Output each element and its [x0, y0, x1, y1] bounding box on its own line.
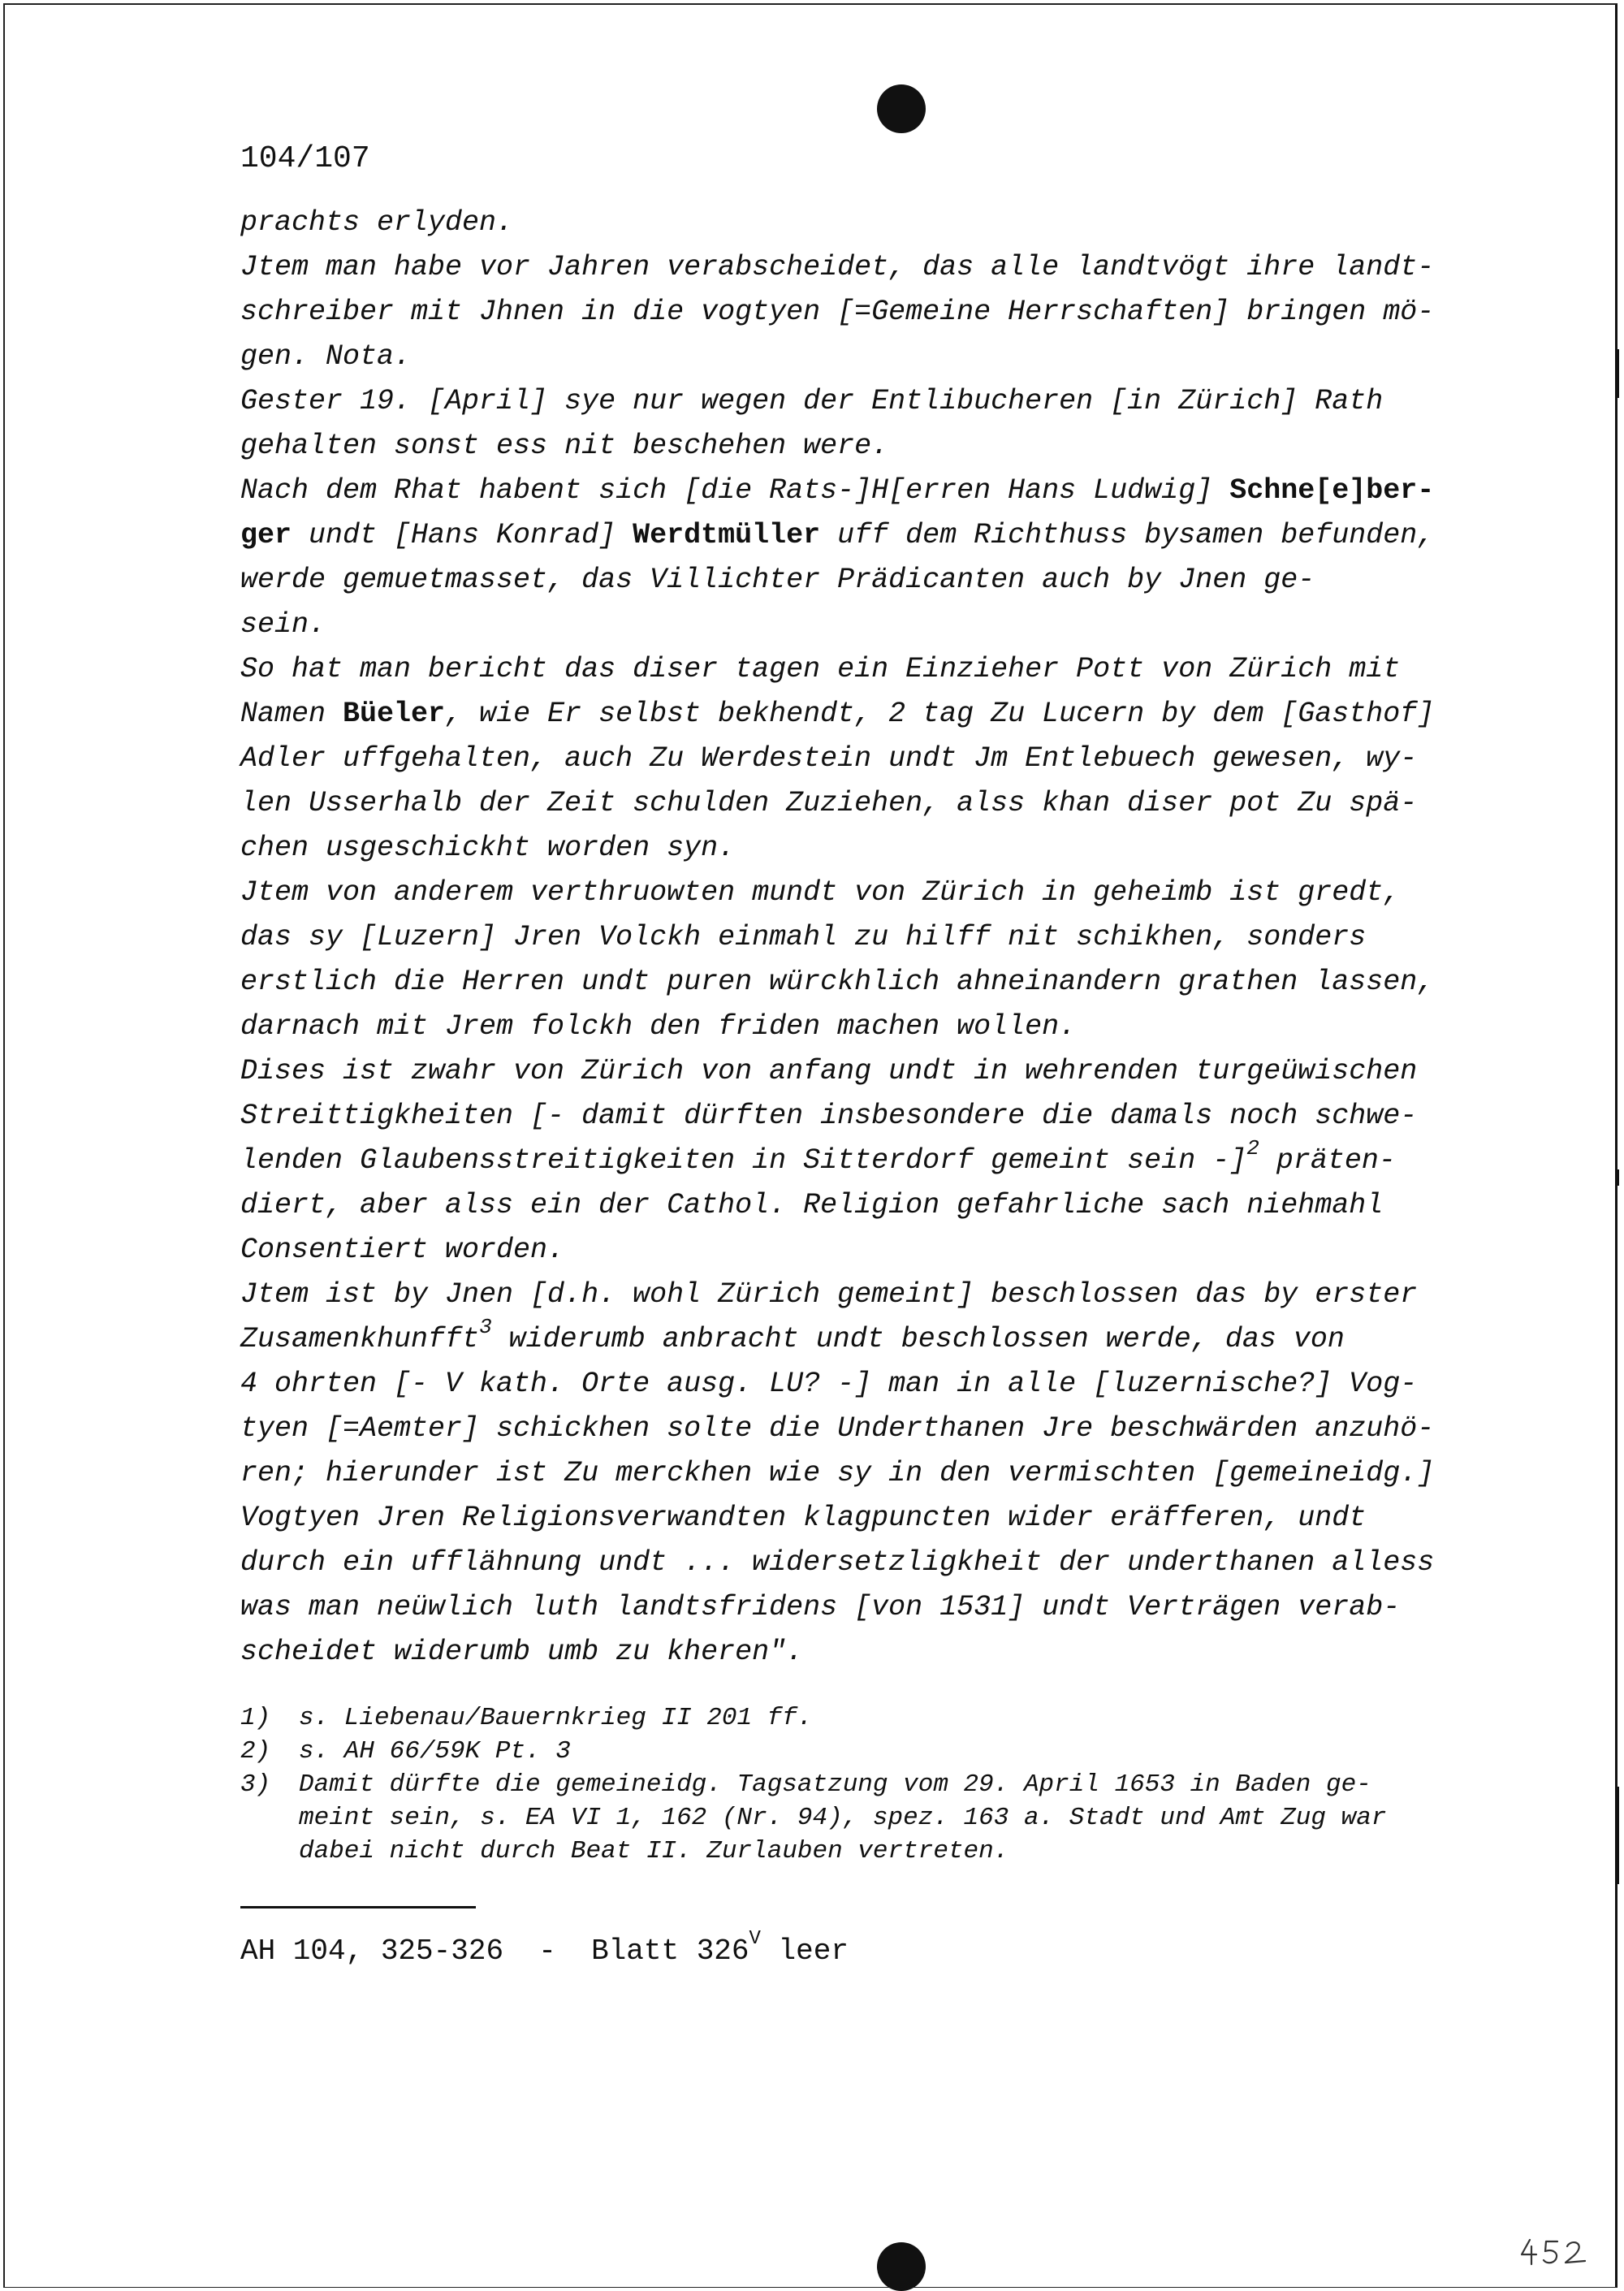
name-schneeberger-end: ger [240, 519, 292, 551]
punch-hole-top [877, 84, 926, 133]
handwritten-page-number [1518, 2235, 1593, 2272]
footnote-number: 1) [240, 1704, 271, 1732]
footnote-ref-2: 2 [1246, 1136, 1259, 1161]
text-line: prachts erlyden. [240, 206, 514, 239]
text-line: 4 ohrten [- V kath. Orte ausg. LU? -] man in alle [luzernische?] Vog- [240, 1368, 1418, 1400]
text-line: scheidet widerumb umb zu kheren". [240, 1636, 804, 1668]
text-line: gehalten sonst ess nit beschehen were. [240, 430, 889, 462]
footnote-number: 3) [240, 1770, 271, 1799]
footnote-3-cont [240, 1801, 1386, 1835]
edge-mark [1616, 1787, 1619, 1884]
footnote-2 [240, 1735, 1386, 1768]
text-line: Jtem ist by Jnen [d.h. wohl Zürich gemeint] beschlossen das by erster [240, 1278, 1418, 1311]
name-schneeberger: Schne[e]ber- [1229, 474, 1435, 507]
text-line: gen. Nota. [240, 340, 412, 373]
source-reference: AH 104, 325-326 - Blatt $326^V$ leer [240, 1928, 849, 1968]
text-line: sein. [240, 608, 326, 641]
text-line: So hat man bericht das diser tagen ein Einzieher Pott von Zürich mit [240, 653, 1401, 685]
footnote-3-cont [240, 1835, 1386, 1868]
text-line: Jtem man habe vor Jahren verabscheidet, das alle landtvögt ihre landt- [240, 251, 1435, 283]
footnote-text: s. AH 66/59K Pt. 3 [299, 1737, 571, 1766]
footnote-1 [240, 1701, 1386, 1735]
text-line: schreiber mit Jhnen in die vogtyen [=Gemeine Herrschaften] bringen mö- [240, 296, 1435, 328]
footnote-text: s. Liebenau/Bauernkrieg II 201 ff. [299, 1704, 813, 1732]
punch-hole-bottom [877, 2242, 926, 2291]
text-line: Consentiert worden. [240, 1234, 565, 1266]
text-line: diert, aber alss ein der Cathol. Religion gefahrliche sach niehmahl [240, 1189, 1384, 1221]
footnote-ref-3: 3 [479, 1315, 492, 1340]
footnotes [240, 1701, 1386, 1868]
name-bueeler: Büeler [343, 698, 446, 730]
text-line: Jtem von anderem verthruowten mundt von Zürich in geheimb ist gredt, [240, 876, 1401, 909]
text-line: Zusamenkhunfft$^3$ widerumb anbracht undt beschlossen werde, das von [240, 1315, 1345, 1355]
text-line: darnach mit Jrem folckh den friden machen wollen. [240, 1010, 1077, 1043]
text-line: ger undt [Hans Konrad] Werdtmüller uff dem Richthuss bysamen befunden, [240, 519, 1435, 551]
text-line: Streittigkheiten [- damit dürften insbesondere die damals noch schwe- [240, 1100, 1418, 1132]
footnote-text: meint sein, s. EA VI 1, 162 (Nr. 94), spez. 163 a. Stadt und Amt Zug war [299, 1804, 1387, 1832]
text-line: tyen [=Aemter] schickhen solte die Underthanen Jre beschwärden anzuhö- [240, 1412, 1435, 1445]
page-reference: 104/107 [240, 141, 370, 176]
text-line: Nach dem Rhat habent sich [die Rats-]H[erren Hans Ludwig] Schne[e]ber- [240, 474, 1435, 507]
handwritten-page-number-drawing [1518, 2235, 1593, 2267]
text-line: Dises ist zwahr von Zürich von anfang undt in wehrenden turgeüwischen [240, 1055, 1418, 1087]
name-werdtmueller: Werdtmüller [633, 519, 821, 551]
body-text [240, 201, 1523, 1675]
text-line: das sy [Luzern] Jren Volckh einmahl zu hilff nit schikhen, sonders [240, 921, 1367, 953]
footnote-text: Damit dürfte die gemeineidg. Tagsatzung vom 29. April 1653 in Baden ge- [299, 1770, 1371, 1799]
edge-mark [1616, 349, 1619, 398]
text-line: Gester 19. [April] sye nur wegen der Entlibucheren [in Zürich] Rath [240, 385, 1384, 417]
text-line: Adler uffgehalten, auch Zu Werdestein undt Jm Entlebuech gewesen, wy- [240, 742, 1418, 775]
verso-mark: V [749, 1928, 761, 1950]
text-line: was man neüwlich luth landtsfridens [von 1531] undt Verträgen verab- [240, 1591, 1401, 1623]
text-line: Vogtyen Jren Religionsverwandten klagpuncten wider eräfferen, undt [240, 1502, 1367, 1534]
text-line: durch ein ufflähnung undt ... widersetzligkheit der underthanen alless [240, 1546, 1435, 1579]
footnote-text: dabei nicht durch Beat II. Zurlauben vertreten. [299, 1837, 1009, 1865]
text-line: len Usserhalb der Zeit schulden Zuziehen, alss khan diser pot Zu spä- [240, 787, 1418, 819]
text-line: erstlich die Herren undt puren würckhlich ahneinandern grathen lassen, [240, 966, 1435, 998]
edge-mark [1616, 1169, 1619, 1186]
text-line: lenden Glaubensstreitigkeiten in Sitterdorf gemeint sein -]$^2$ präten- [240, 1136, 1396, 1177]
footer-rule [240, 1906, 476, 1908]
text-line: ren; hierunder ist Zu merckhen wie sy in den vermischten [gemeineidg.] [240, 1457, 1435, 1489]
text-line: werde gemuetmasset, das Villichter Prädicanten auch by Jnen ge- [240, 564, 1315, 596]
footnote-3 [240, 1768, 1386, 1801]
text-line: Namen Büeler, wie Er selbst bekhendt, 2 tag Zu Lucern by dem [Gasthof] [240, 698, 1435, 730]
text-line: chen usgeschickht worden syn. [240, 832, 736, 864]
footnote-number: 2) [240, 1737, 271, 1766]
